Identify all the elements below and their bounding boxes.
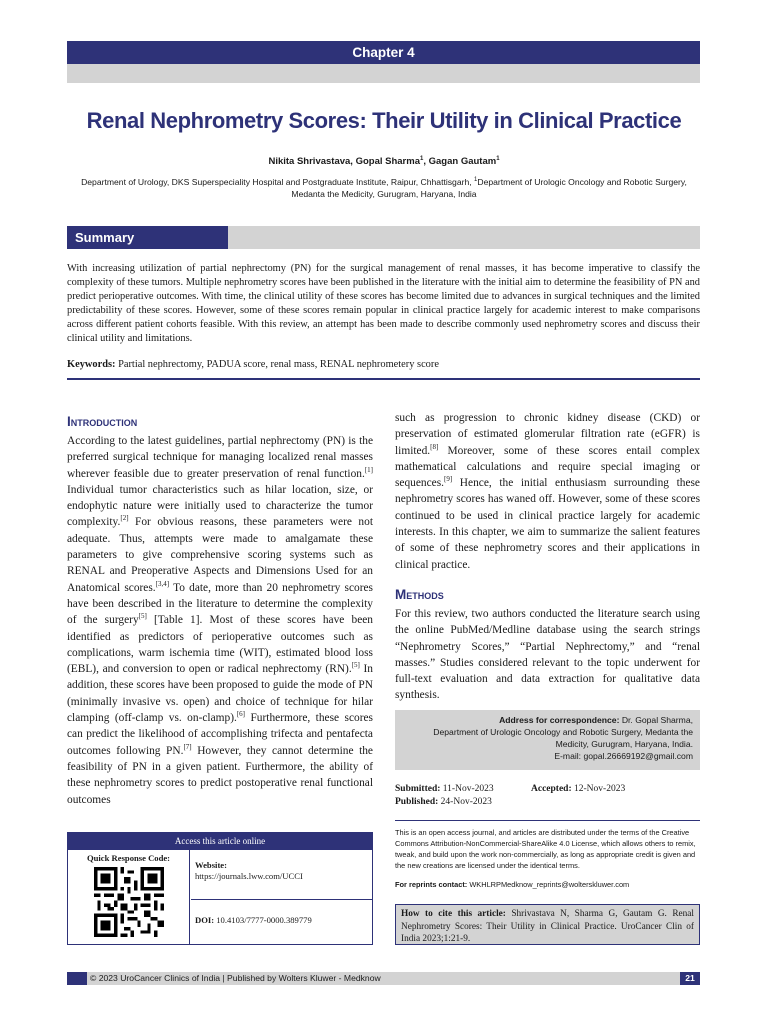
correspondence-box	[395, 710, 700, 770]
qr-cell	[68, 850, 190, 945]
intro-text: Hence, the initial enthusiasm surrounding these nephrometry scores has waned off. However, some of these scores continued to be used in clinical practice largely for academic interests. In this chapter, we aim to summarize the salient features of some of these nephrometry scores and their applications in clinical practice.	[395, 477, 700, 571]
submitted-date	[395, 783, 531, 796]
correspondence-line-2: Department of Urologic Oncology and Robotic Surgery, Medanta the	[433, 727, 693, 737]
intro-text: For obvious reasons, these parameters were not adequate. Thus, attempts were made to amalgamate these parameters to give comprehensive scoring systems such as RENAL and Preoperative Aspects and Dimensions Used for an Anatomical scores.	[67, 516, 373, 594]
ref-3: [3,4]	[155, 579, 170, 588]
intro-text: Individual tumor characteristics such as hilar location, size, or endophytic nature were initially used to characterize the tumor complexity.	[67, 483, 373, 529]
access-heading: Access this article online	[68, 833, 372, 850]
summary-header-bar	[67, 226, 700, 249]
accepted-value: 12-Nov-2023	[571, 784, 626, 794]
qr-code-icon[interactable]	[94, 867, 164, 937]
summary-label: Summary	[67, 226, 228, 249]
author-sup-1: 1	[420, 155, 424, 162]
ref-6: [6]	[236, 710, 246, 719]
ref-7: [7]	[183, 742, 192, 751]
correspondence-line-1	[395, 714, 693, 726]
intro-text: In addition, these scores have been proposed to guide the mode of PN (minimally invasive vs. open) and choice of technique for hilar clamping (off-clamp vs. on-clamp).	[67, 663, 373, 725]
reprints-contact	[395, 880, 700, 889]
qr-label: Quick Response Code:	[86, 853, 171, 863]
affiliation-1: Department of Urology, DKS Superspeciality Hospital and Postgraduate Institute, Raipur, Chhattisgarh,	[81, 177, 475, 187]
right-column	[395, 410, 700, 704]
keywords	[67, 359, 700, 370]
citation-text: Shrivastava N, Sharma G, Gautam G. Renal Nephrometry Scores: Their Utility in Clinical Practice. UroCancer Clin of India 2023;1:21-9.	[401, 909, 695, 944]
page-number: 21	[680, 972, 700, 985]
ref-9: [9]	[444, 475, 453, 484]
intro-text: Moreover, some of these scores entail complex mathematical calculations and require special imaging or sequences.	[395, 444, 700, 490]
methods-paragraph: For this review, two authors conducted the literature search using the online PubMed/Medline database using the search strings “Nephrometry Scores,” “Partial Nephrectomy,” and “renal masses.” Studies considered relevant to the topic underwent for full-text evaluation and data extraction for qualitative data synthesis.	[395, 607, 700, 702]
website-link[interactable]: https://journals.lww.com/UCCI	[195, 871, 303, 881]
introduction-heading: Introduction	[67, 414, 138, 429]
published-date	[395, 796, 700, 809]
ref-5: [5]	[351, 661, 360, 670]
citation-label: How to cite this article:	[401, 909, 506, 919]
summary-text: With increasing utilization of partial nephrectomy (PN) for the surgical management of renal masses, it has become imperative to classify the complexity of these tumors. Multiple nephrometry scores have been published in the literature with the initial aim to determine the feasibility of PN and predict perioperative outcomes. With time, the clinical utility of these scores has become limited due to advances in surgical techniques and the limited predictability of these scores. However, some of these scores remain popular in clinical practice largely for academic interest to make comparisons across different patient cohorts feasible. With this review, an attempt has been made to describe commonly used nephrometry scores and discuss their clinical utility and limitations.	[67, 263, 700, 344]
website-label: Website:	[195, 860, 227, 870]
doi-value[interactable]: 10.4103/7777-0000.389779	[214, 915, 312, 925]
keywords-text: Partial nephrectomy, PADUA score, renal mass, RENAL nephrometery score	[115, 359, 439, 370]
reprints-email: WKHLRPMedknow_reprints@wolterskluwer.com	[467, 880, 630, 889]
intro-text: Furthermore, these scores can predict the likelihood of accomplishing trifecta and pentafecta outcomes following PN.	[67, 712, 373, 757]
published-value: 24-Nov-2023	[438, 797, 492, 807]
dates-row-1	[395, 783, 700, 796]
article-dates	[395, 783, 700, 809]
website-cell	[191, 850, 372, 900]
license-divider	[395, 820, 700, 821]
intro-text: According to the latest guidelines, partial nephrectomy (PN) is the preferred surgical technique for managing localized renal masses wherever feasible due to greater preservation of renal function.	[67, 435, 373, 480]
author-sup-2: 1	[496, 155, 500, 162]
published-label: Published:	[395, 797, 439, 807]
intro-text: [Table 1]. Most of these scores have been identified as predictors of perioperative outcomes such as complications, warm ischemia time (WIT), estimated blood loss (EBL), and conversion to open or radical nephrectomy (RN).	[67, 614, 374, 676]
author-names-1: Nikita Shrivastava, Gopal Sharma	[268, 156, 420, 167]
doi-label: DOI:	[195, 915, 215, 925]
reprints-label: For reprints contact:	[395, 880, 468, 889]
access-online-box	[67, 832, 373, 945]
intro-text: However, they cannot determine the feasibility of PN in a given patient. Furthermore, the ability of these nephrometry scores to predict postoperative renal functional outcomes	[67, 744, 373, 806]
correspondence-label: Address for correspondence:	[499, 715, 620, 725]
left-column	[67, 412, 373, 808]
accepted-label: Accepted:	[531, 784, 572, 794]
correspondence-name: Dr. Gopal Sharma,	[619, 715, 693, 725]
intro-text: To date, more than 20 nephrometry scores have been described in the literature to determine the complexity of the surgery	[67, 581, 373, 627]
ref-8: [8]	[430, 442, 439, 451]
chapter-banner-strip	[67, 64, 700, 83]
correspondence-email: E-mail: gopal.26669192@gmail.com	[554, 751, 693, 761]
introduction-continued	[395, 410, 700, 573]
license-text: This is an open access journal, and articles are distributed under the terms of the Creative Commons Attribution-NonCommercial-ShareAlike 4.0 License, which allows others to remix, tweak, and build upon the work non-commercially, as long as appropriate credit is given and the new creations are licensed under the identical terms.	[395, 828, 696, 870]
author-names-2: , Gagan Gautam	[423, 156, 497, 167]
ref-1: [1]	[364, 465, 373, 474]
citation-box	[395, 904, 700, 945]
affiliation-2: Department of Urologic Oncology and Robotic Surgery, Medanta the Medicity, Gurugram, Haryana, India	[291, 177, 687, 199]
introduction-paragraph	[67, 433, 373, 808]
accepted-date	[531, 784, 625, 794]
submitted-label: Submitted:	[395, 784, 441, 794]
keywords-label: Keywords:	[67, 359, 116, 370]
ref-4: [5]	[138, 612, 147, 621]
footer-copyright: © 2023 UroCancer Clinics of India | Published by Wolters Kluwer - Medknow	[87, 972, 680, 985]
ref-2: [2]	[120, 514, 129, 523]
submitted-value: 11-Nov-2023	[440, 784, 494, 794]
authors-line	[40, 156, 728, 167]
article-title: Renal Nephrometry Scores: Their Utility in Clinical Practice	[86, 108, 682, 133]
chapter-banner: Chapter 4	[67, 41, 700, 64]
keywords-divider	[67, 378, 700, 380]
methods-heading: Methods	[395, 586, 444, 602]
intro-text: such as progression to chronic kidney disease (CKD) or preservation of estimated glomerular filtration rate (eGFR) is limited.	[395, 412, 700, 457]
correspondence-line-3: Medicity, Gurugram, Haryana, India.	[555, 739, 693, 749]
affiliation-sup: 1	[474, 177, 478, 184]
affiliations	[70, 176, 698, 200]
doi-cell	[191, 901, 372, 945]
footer-accent	[67, 972, 87, 985]
